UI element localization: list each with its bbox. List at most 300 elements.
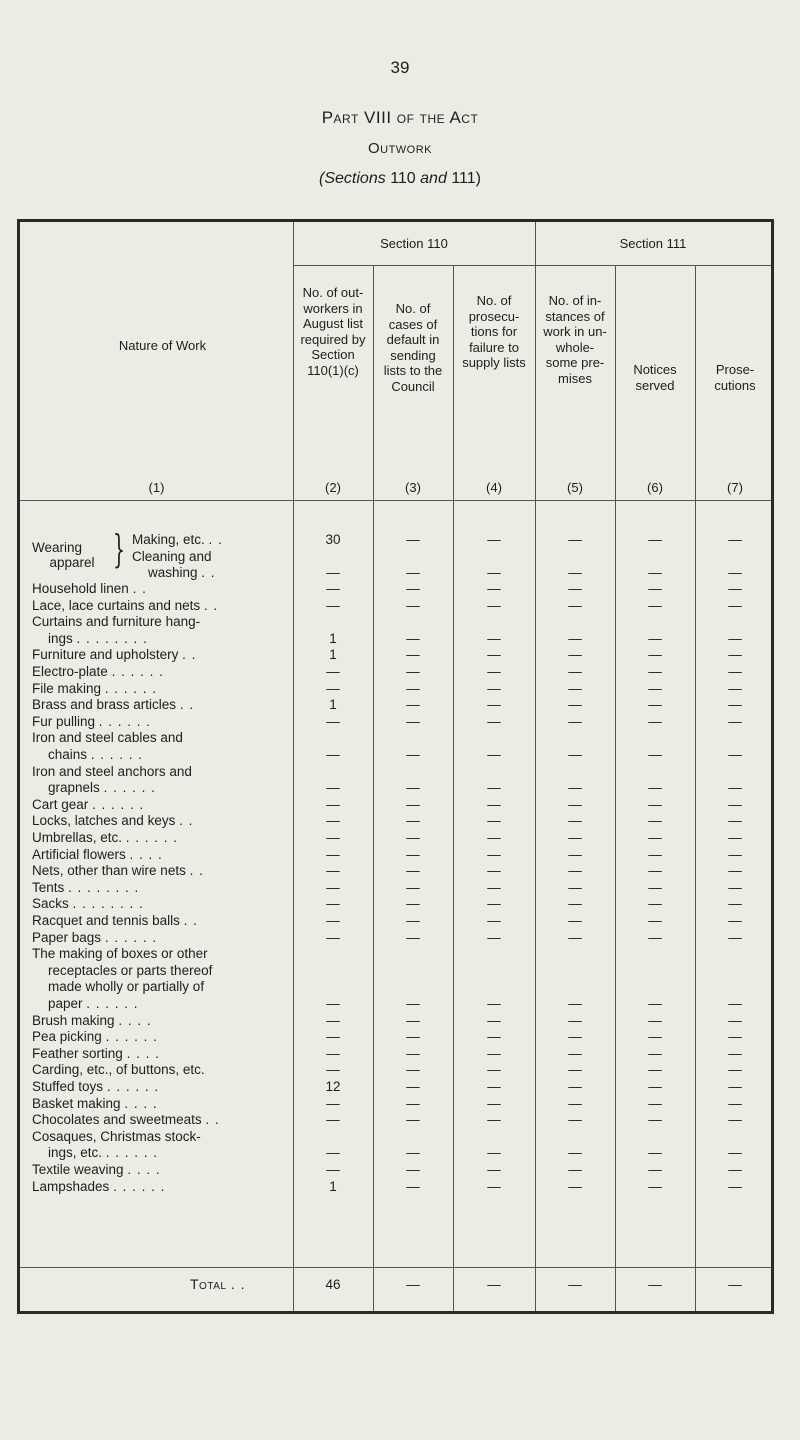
row-label <box>32 581 147 596</box>
row-label-text: ings, etc. <box>48 1145 103 1161</box>
column-number: (4) <box>486 480 502 495</box>
table-cell: — <box>568 532 582 547</box>
table-cell: — <box>568 1012 582 1028</box>
row-label-text: Cosaques, Christmas stock- <box>32 1128 201 1144</box>
table-cell: — <box>568 1029 582 1045</box>
table-cell: — <box>648 996 662 1011</box>
table-cell: — <box>406 565 420 580</box>
dot-leader: . . . . . . <box>90 747 144 762</box>
row-label <box>32 913 198 928</box>
row-label-text: File making <box>32 680 102 696</box>
table-cell: — <box>568 581 582 596</box>
table-cell: — <box>728 846 742 862</box>
table-cell: — <box>648 863 662 879</box>
dot-leader: . . <box>179 813 194 829</box>
table-cell: — <box>568 1145 582 1161</box>
row-label-text: Cart gear <box>32 796 89 812</box>
table-cell: — <box>728 1029 742 1045</box>
header-col-5: No. of in- stances of work in un- whole- some pre- mises <box>543 293 607 386</box>
table-cell: — <box>648 1012 662 1028</box>
row-label-text: Pea picking <box>32 1029 102 1045</box>
row-label <box>32 1079 159 1094</box>
row-label <box>32 1062 205 1077</box>
row-label-text: made wholly or partially of <box>48 979 205 995</box>
table-cell: — <box>326 830 340 845</box>
table-cell: — <box>568 647 582 663</box>
row-label <box>32 598 218 613</box>
table-cell: — <box>648 597 662 613</box>
row-label-text: Feather sorting <box>32 1045 123 1061</box>
total-cell: — <box>648 1277 662 1292</box>
dot-leader: . . . . <box>118 1012 152 1028</box>
table-cell: — <box>406 747 420 762</box>
table-cell: — <box>487 680 501 696</box>
row-label <box>32 681 157 696</box>
washing-label: washing <box>148 565 198 580</box>
row-label <box>32 764 192 779</box>
table-cell: — <box>568 747 582 762</box>
row-label <box>32 896 144 911</box>
table-cell: — <box>326 863 340 879</box>
table-cell: — <box>406 830 420 845</box>
row-label-text: Locks, latches and keys <box>32 813 176 829</box>
row-label <box>48 631 148 646</box>
dot-leader: . . . . . . . . <box>76 630 148 646</box>
row-label-text: Fur pulling <box>32 713 96 729</box>
sections-and: and <box>420 170 447 187</box>
table-cell: — <box>648 830 662 845</box>
row-label-text: Basket making <box>32 1095 121 1111</box>
table-cell: — <box>568 1079 582 1094</box>
table-cell: — <box>326 597 340 613</box>
table-cell: — <box>728 830 742 845</box>
table-cell: — <box>406 1162 420 1177</box>
row-label-text: Artificial flowers <box>32 846 126 862</box>
table-cell: 1 <box>329 1178 337 1194</box>
table-cell: — <box>326 813 340 829</box>
table-cell: — <box>648 697 662 713</box>
table-cell: — <box>648 747 662 762</box>
table-cell: — <box>326 664 340 679</box>
table-cell: — <box>326 929 340 945</box>
table-cell: — <box>487 830 501 845</box>
table-cell: — <box>326 1012 340 1028</box>
table-cell: — <box>648 1112 662 1128</box>
table-cell: — <box>728 532 742 547</box>
table-cell: 1 <box>329 697 337 713</box>
table-cell: — <box>487 1079 501 1094</box>
row-label <box>32 797 144 812</box>
section-title: Outwork <box>367 140 433 157</box>
table-cell: — <box>648 532 662 547</box>
row-label <box>32 1112 220 1127</box>
table-cell: — <box>406 1079 420 1094</box>
table-cell: — <box>487 913 501 928</box>
table-cell: — <box>487 1095 501 1111</box>
table-cell: — <box>326 780 340 796</box>
dot-leader: . . <box>201 565 216 580</box>
total-cell: — <box>406 1277 420 1292</box>
row-label-text: Furniture and upholstery <box>32 647 179 663</box>
table-cell: — <box>406 863 420 879</box>
sections-a: 110 <box>390 170 416 187</box>
table-cell: — <box>406 1045 420 1061</box>
table-cell: — <box>568 1095 582 1111</box>
row-label <box>32 730 183 745</box>
table-cell: — <box>487 1145 501 1161</box>
row-label-text: Umbrellas, etc. <box>32 830 123 845</box>
part-title: Part VIII of the Act <box>321 108 479 127</box>
row-label <box>32 1179 165 1194</box>
table-cell: — <box>648 664 662 679</box>
table-cell: — <box>406 896 420 912</box>
table-cell: — <box>487 780 501 796</box>
table-cell: — <box>568 565 582 580</box>
dot-leader: . . <box>189 863 204 879</box>
table-cell: — <box>648 1178 662 1194</box>
row-label-text: Stuffed toys <box>32 1079 104 1094</box>
row-label-text: Household linen <box>32 581 129 596</box>
row-label-text: Curtains and furniture hang- <box>32 614 201 630</box>
table-cell: — <box>568 664 582 679</box>
table-cell: — <box>568 713 582 729</box>
table-cell: — <box>326 913 340 928</box>
total-cell: 46 <box>325 1277 341 1292</box>
row-label-text: Sacks <box>32 896 69 912</box>
table-cell: — <box>406 913 420 928</box>
column-number: (7) <box>727 480 743 495</box>
wearing-apparel-label-2: apparel <box>49 555 95 570</box>
row-label <box>32 1029 158 1044</box>
table-cell: — <box>648 1145 662 1161</box>
table-cell: — <box>326 680 340 696</box>
column-number: (1) <box>148 480 165 495</box>
sections-b: 111) <box>451 170 481 187</box>
sections-reference <box>0 170 800 188</box>
row-label <box>32 863 204 878</box>
table-cell: — <box>487 996 501 1011</box>
page-number: 39 <box>390 58 410 77</box>
table-cell: — <box>648 1079 662 1094</box>
row-label <box>32 847 163 862</box>
total-cell: — <box>487 1277 501 1292</box>
row-label-text: Chocolates and sweetmeats <box>32 1112 202 1128</box>
row-label <box>32 1096 158 1111</box>
dot-leader: . . . . . . <box>106 1079 160 1094</box>
row-label <box>32 946 208 961</box>
dot-leader: . . . . . . <box>104 929 158 945</box>
table-cell: — <box>568 813 582 829</box>
dot-leader: . . <box>179 697 195 713</box>
dot-leader: . . . . <box>127 1162 161 1177</box>
table-cell: — <box>326 747 340 762</box>
header-nature-of-work: Nature of Work <box>118 338 207 353</box>
table-cell: 1 <box>329 630 337 646</box>
table-cell: — <box>406 996 420 1011</box>
table-cell: — <box>406 1029 420 1045</box>
dot-leader: . . . . . . . . <box>68 879 140 895</box>
table-cell: — <box>648 630 662 646</box>
table-cell: — <box>406 697 420 713</box>
table-cell: — <box>568 846 582 862</box>
table-cell: — <box>406 1112 420 1128</box>
table-cell: — <box>728 1162 742 1177</box>
row-label-text: The making of boxes or other <box>32 946 208 962</box>
table-cell: — <box>326 1029 340 1045</box>
table-cell: — <box>487 896 501 912</box>
row-label-text: Lampshades <box>32 1178 110 1194</box>
row-label <box>48 963 212 978</box>
table-cell: — <box>728 1145 742 1161</box>
table-cell: — <box>406 647 420 663</box>
sections-prefix: (Sections <box>319 170 386 187</box>
row-label <box>32 813 193 828</box>
table-cell: — <box>326 565 340 580</box>
table-cell: — <box>568 1162 582 1177</box>
table-cell: — <box>728 896 742 912</box>
table-cell: — <box>406 1095 420 1111</box>
header-col-7: Prose- cutions <box>714 362 756 393</box>
table-cell: — <box>728 879 742 895</box>
header-col-3: No. of cases of default in sending lists to the Council <box>383 301 443 394</box>
dot-leader: . . . . . . <box>105 1029 158 1045</box>
total-label <box>190 1276 246 1292</box>
table-cell: — <box>487 597 501 613</box>
table-cell: — <box>406 929 420 945</box>
row-label-text: paper <box>48 996 83 1011</box>
table-cell: — <box>326 846 340 862</box>
table-cell: — <box>487 565 501 580</box>
table-cell: — <box>648 680 662 696</box>
table-cell: — <box>728 796 742 812</box>
row-label <box>32 1013 152 1028</box>
table-cell: — <box>406 796 420 812</box>
row-label <box>32 1046 160 1061</box>
table-cell: — <box>326 1095 340 1111</box>
table-cell: — <box>568 929 582 945</box>
table-cell: — <box>648 1045 662 1061</box>
row-label-text: Tents <box>32 879 65 895</box>
dot-leader: . . <box>205 1112 220 1128</box>
dot-leader: . . . . <box>126 1045 160 1061</box>
total-cell: — <box>728 1277 742 1292</box>
table-cell: — <box>568 830 582 845</box>
table-cell: — <box>728 1178 742 1194</box>
dot-leader: . . . . <box>124 1095 158 1111</box>
table-cell: — <box>728 1095 742 1111</box>
row-label-text: Racquet and tennis balls <box>32 913 180 928</box>
table-cell: — <box>487 1162 501 1177</box>
table-cell: — <box>487 647 501 663</box>
row-label <box>32 714 151 729</box>
table-cell: — <box>487 697 501 713</box>
table-cell: — <box>487 1012 501 1028</box>
table-cell: — <box>487 879 501 895</box>
table-cell: — <box>568 1178 582 1194</box>
header-col-2: No. of out- workers in August list required by Section 110(1)(c) <box>300 285 366 378</box>
table-cell: — <box>326 1045 340 1061</box>
table-cell: — <box>728 630 742 646</box>
dot-leader: . . <box>183 913 198 928</box>
table-cell: — <box>406 664 420 679</box>
table-cell: — <box>568 780 582 796</box>
table-cell: — <box>568 680 582 696</box>
table-cell: — <box>487 863 501 879</box>
table-cell: — <box>406 597 420 613</box>
dot-leader: . . <box>230 1276 246 1292</box>
table-cell: — <box>568 1112 582 1128</box>
table-cell: — <box>728 747 742 762</box>
table-cell: — <box>648 913 662 928</box>
table-cell: — <box>406 680 420 696</box>
dot-leader: . . . . . . <box>103 780 156 796</box>
table-cell: — <box>406 1145 420 1161</box>
row-label <box>32 880 139 895</box>
dot-leader: . . . . . . <box>111 664 164 679</box>
table-cell: — <box>728 713 742 729</box>
table-cell: — <box>326 879 340 895</box>
row-label: Cleaning and <box>132 549 212 564</box>
row-label-text: Iron and steel cables and <box>32 730 183 746</box>
table-cell: — <box>406 879 420 895</box>
row-label <box>32 697 194 712</box>
dot-leader: . . . . . . . . <box>72 896 144 912</box>
table-cell: — <box>648 896 662 912</box>
table-cell: — <box>728 1012 742 1028</box>
table-cell: — <box>648 879 662 895</box>
table-cell: — <box>406 846 420 862</box>
table-cell: — <box>728 597 742 613</box>
table-cell: — <box>326 896 340 912</box>
table-cell: — <box>728 996 742 1011</box>
table-cell: — <box>487 1178 501 1194</box>
table-cell: — <box>568 913 582 928</box>
table-cell: — <box>568 697 582 713</box>
dot-leader: . . . . . . <box>113 1178 166 1194</box>
table-cell: — <box>728 813 742 829</box>
table-cell: — <box>406 630 420 646</box>
row-label-text: Lace, lace curtains and nets <box>32 597 201 613</box>
table-cell: — <box>487 664 501 679</box>
row-label <box>132 532 223 547</box>
table-cell: — <box>728 1079 742 1094</box>
table-cell: — <box>487 1062 501 1078</box>
table-cell: — <box>648 1095 662 1111</box>
making-label: Making, etc. <box>132 532 205 547</box>
dot-leader: . . <box>182 647 197 663</box>
header-col-4: No. of prosecu- tions for failure to supply lists <box>462 293 526 370</box>
table-cell: — <box>568 996 582 1011</box>
dot-leader: . . . . . . <box>105 1145 159 1161</box>
table-cell: — <box>728 780 742 796</box>
row-label <box>148 565 216 580</box>
wearing-apparel-label-1: Wearing <box>32 540 83 555</box>
table-cell: — <box>728 913 742 928</box>
table-cell: — <box>326 713 340 729</box>
table-cell: — <box>568 863 582 879</box>
table-cell: — <box>487 713 501 729</box>
table-cell: — <box>326 1145 340 1161</box>
table-cell: — <box>728 664 742 679</box>
table-cell: — <box>728 647 742 663</box>
row-label-text: receptacles or parts thereof <box>48 962 213 978</box>
row-label-text: Nets, other than wire nets <box>32 863 186 879</box>
table-cell: 30 <box>325 532 341 547</box>
table-cell: — <box>648 647 662 663</box>
table-cell: 12 <box>325 1079 341 1094</box>
table-cell: — <box>728 581 742 596</box>
table-cell: — <box>487 846 501 862</box>
row-label <box>48 979 204 994</box>
brace-icon: } <box>113 527 126 571</box>
row-label <box>48 1145 158 1160</box>
row-label <box>32 614 200 629</box>
divider <box>20 500 771 501</box>
table-cell: — <box>487 747 501 762</box>
table-cell: — <box>406 1012 420 1028</box>
table-cell: — <box>406 1062 420 1078</box>
table-cell: — <box>648 846 662 862</box>
header-section-111: Section 111 <box>619 236 687 251</box>
header-col-6: Notices served <box>633 362 677 393</box>
table-cell: — <box>728 1062 742 1078</box>
table-cell: — <box>406 532 420 547</box>
table-cell: — <box>326 1112 340 1128</box>
column-number: (3) <box>405 480 421 495</box>
header-section-110: Section 110 <box>380 236 448 251</box>
table-cell: — <box>487 1112 501 1128</box>
table-cell: — <box>487 630 501 646</box>
table-cell: — <box>568 1062 582 1078</box>
dot-leader: . . . . . . <box>125 830 179 845</box>
dot-leader: . . <box>208 532 223 547</box>
table-cell: — <box>728 1112 742 1128</box>
table-cell: — <box>648 581 662 596</box>
table-cell: — <box>487 1029 501 1045</box>
table-cell: — <box>568 597 582 613</box>
row-label-text: Brass and brass articles <box>32 697 177 713</box>
row-label-text: Carding, etc., of buttons, etc. <box>32 1062 205 1078</box>
table-cell: — <box>648 780 662 796</box>
table-cell: — <box>648 1162 662 1177</box>
table-cell: — <box>487 1045 501 1061</box>
table-cell: — <box>487 813 501 829</box>
row-label-text: Electro-plate <box>32 664 108 679</box>
total-text: Total <box>190 1276 227 1292</box>
table-cell: — <box>648 929 662 945</box>
row-label-text: Brush making <box>32 1012 115 1028</box>
table-cell: — <box>648 1062 662 1078</box>
row-label-text: Iron and steel anchors and <box>32 763 192 779</box>
row-label-text: Textile weaving <box>32 1162 124 1177</box>
table-cell: — <box>326 581 340 596</box>
table-cell: — <box>406 1178 420 1194</box>
dot-leader: . . . . . . <box>86 996 139 1011</box>
table-cell: — <box>728 680 742 696</box>
table-cell: — <box>406 581 420 596</box>
row-label <box>48 747 143 762</box>
dot-leader: . . . . <box>129 846 163 862</box>
row-label-text: grapnels <box>48 780 100 796</box>
table-cell: — <box>487 929 501 945</box>
table-cell: — <box>487 532 501 547</box>
row-label <box>48 996 139 1011</box>
row-label-text: Paper bags <box>32 929 102 945</box>
row-label <box>48 780 156 795</box>
table-cell: — <box>648 713 662 729</box>
table-cell: 1 <box>329 647 337 663</box>
table-cell: — <box>406 780 420 796</box>
